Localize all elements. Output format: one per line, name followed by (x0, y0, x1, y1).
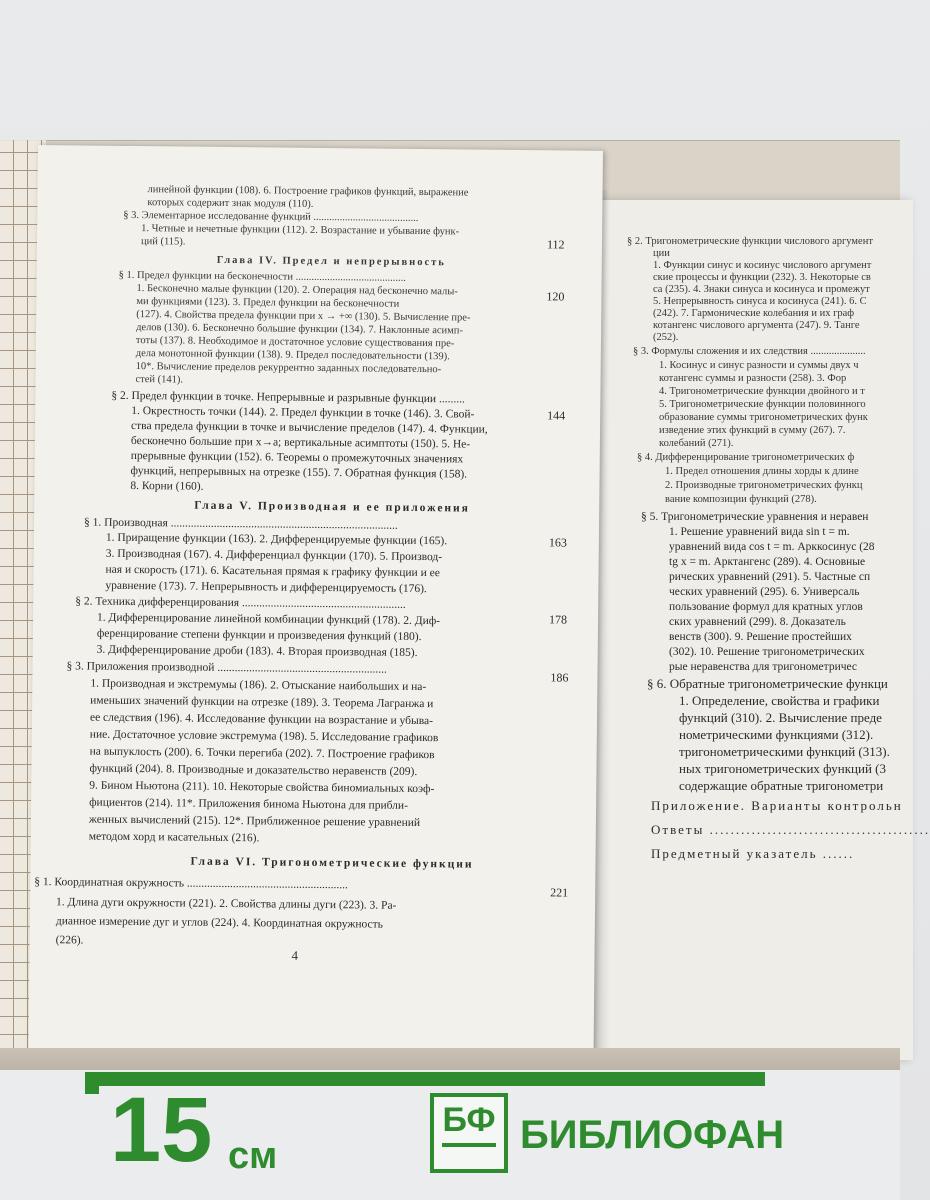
chapter-heading: Глава IV. Предел и непрерывность (216, 254, 446, 269)
toc-line: бесконечно большие при x→a; вертикальные асимптоты (150). 5. Не- (130, 434, 471, 451)
toc-line: уравнение (173). 7. Непрерывность и дифференцируемость (176). (105, 579, 427, 596)
toc-line: 1. Дифференцирование линейной комбинации функций (178). 2. Диф- (96, 611, 441, 628)
toc-line: нометрическими функциями (312). (679, 727, 874, 742)
toc-line: са (235). 4. Знаки синуса и косинуса и промежут (653, 284, 870, 295)
toc-line: рических уравнений (291). 5. Частные сп (669, 571, 871, 583)
toc-line: колебаний (271). (659, 438, 734, 449)
toc-line: 1. Решение уравнений вида sin t = m. (669, 526, 850, 538)
toc-line: ных тригонометрических функций (3 (679, 761, 886, 776)
chapter-heading: Глава V. Производная и ее приложения (194, 499, 471, 515)
toc-line: § 2. Тригонометрические функции числового аргумент (627, 236, 873, 247)
toc-line: ная и скорость (171). 6. Касательная прямая к графику функции и ее (105, 563, 440, 580)
toc-line: тригонометрическими функций (313). (679, 744, 890, 759)
toc-line: 1. Длина дуги окружности (221). 2. Свойства длины дуги (223). 3. Ра- (56, 896, 397, 912)
toc-line: (252). (653, 332, 679, 343)
left-page (28, 145, 602, 1061)
toc-line: 1. Косинус и синус разности и суммы двух ч (659, 360, 859, 371)
toc-line: 3. Производная (167). 4. Дифференциал функции (170). 5. Производ- (105, 547, 443, 564)
toc-page-ref: 163 (548, 535, 567, 550)
toc-line: ских уравнений (299). 8. Доказатель (669, 616, 846, 628)
toc-page-ref: 120 (546, 289, 565, 304)
toc-line: 5. Тригонометрические функции половинного (659, 399, 866, 410)
brand-logo-text: БФ (442, 1101, 496, 1139)
toc-line: уравнений вида cos t = m. Арккосинус (28 (669, 541, 875, 553)
toc-line: изведение этих функций в сумму (267). 7. (659, 425, 846, 436)
toc-line: тоты (137). 8. Необходимое и достаточное условие существования пре- (135, 335, 455, 350)
toc-line: 4. Тригонометрические функции двойного и т (659, 386, 865, 397)
toc-line: ее следствия (196). 4. Исследование функции на возрастание и убыва- (89, 711, 434, 728)
toc-line: 1. Бесконечно малые функции (120). 2. Операция над бесконечно малы- (136, 283, 458, 298)
toc-line: § 1. Предел функции на бесконечности .......................................... (118, 269, 406, 284)
toc-line: ства предела функции в точке и вычисление пределов (147). 4. Функции, (130, 419, 488, 436)
toc-line: 1. Производная и экстремумы (186). 2. Отыскание наибольших и на- (90, 677, 427, 694)
toc-line: прерывные функции (152). 6. Теоремы о промежуточных значениях (130, 449, 464, 466)
toc-line: 1. Определение, свойства и графики (679, 693, 880, 708)
toc-line: (226). (55, 934, 84, 947)
brand-logo (430, 1093, 508, 1173)
toc-line: рые неравенства для тригонометричес (669, 661, 857, 673)
toc-line: дела монотонной функции (138). 9. Предел последовательности (139). (135, 348, 450, 363)
toc-page-ref: 144 (547, 408, 566, 423)
toc-line: ские процессы и функции (232). 3. Некоторые св (653, 272, 871, 283)
toc-line: Ответы .......................................... (651, 822, 930, 837)
toc-line: функций, непрерывных на отрезке (155). 7. Обратная функция (158). (130, 464, 468, 481)
page-number: 4 (291, 947, 299, 963)
toc-line: образование суммы тригонометрических функ (659, 412, 868, 423)
toc-line: именьших значений функции на отрезке (189). 3. Теорема Лагранжа и (90, 694, 434, 711)
chapter-heading: Глава VI. Тригонометрические функции (190, 855, 474, 871)
toc-line: § 6. Обратные тригонометрические функци (647, 676, 888, 691)
toc-line: ми функциями (123). 3. Предел функции на бесконечности (136, 296, 400, 310)
page-edges (0, 1048, 900, 1070)
toc-line: содержащие обратные тригонометри (679, 778, 884, 793)
toc-line: на выпуклость (200). 6. Точки перегиба (202). 7. Построение графиков (89, 745, 435, 762)
ruler-tick (85, 1072, 99, 1094)
toc-line: дианное измерение дуг и углов (224). 4. Координатная окружность (55, 915, 383, 931)
toc-line: 1. Функции синус и косинус числового аргумент (653, 260, 872, 271)
toc-line: Приложение. Варианты контрольн (651, 798, 903, 813)
toc-line: стей (141). (135, 374, 184, 386)
toc-line: 10*. Вычисление пределов рекуррентно заданных последовательно- (135, 361, 442, 376)
toc-line: § 3. Формулы сложения и их следствия ..................... (633, 346, 866, 357)
toc-line: котангенс числового аргумента (247). 9. Танге (653, 320, 860, 331)
toc-line: § 3. Приложения производной ........................................................... (66, 660, 388, 676)
toc-line: § 2. Техника дифференцирования ......................................................... (75, 595, 406, 611)
toc-line: функций (310). 2. Вычисление преде (679, 710, 882, 725)
toc-line: 1. Окрестность точки (144). 2. Предел функции в точке (146). 3. Свой- (131, 404, 475, 421)
toc-line: Предметный указатель ...... (651, 846, 855, 861)
toc-line: ференцирование степени функции и произведения функций (180). (96, 627, 422, 644)
toc-line: 2. Производные тригонометрических функц (665, 480, 863, 491)
toc-line: (302). 10. Решение тригонометрических (669, 646, 865, 658)
toc-line: § 4. Дифференцирование тригонометрических ф (637, 452, 855, 463)
toc-line: § 1. Производная ............................................................................... (83, 516, 398, 532)
toc-line: § 1. Координатная окружность ........................................................ (34, 876, 348, 892)
brand-name: БИБЛИОФАН (520, 1113, 785, 1157)
toc-line: ческих уравнений (295). 6. Универсаль (669, 586, 860, 598)
toc-line: функций (204). 8. Производные и доказательство неравенств (209). (89, 762, 418, 779)
toc-page-ref: 112 (546, 237, 565, 252)
toc-line: tg x = m. Арктангенс (289). 4. Основные (669, 556, 866, 568)
toc-line: 3. Дифференцирование дроби (183). 4. Вторая производная (185). (96, 643, 418, 660)
toc-line: § 3. Элементарное исследование функций ........................................ (123, 209, 419, 224)
toc-line: 1. Предел отношения длины хорды к длине (665, 466, 859, 477)
toc-line: 1. Приращение функции (163). 2. Дифференцируемые функции (165). (105, 531, 448, 548)
toc-line: котангенс суммы и разности (258). 3. Фор (659, 373, 847, 384)
toc-line: ние. Достаточное условие экстремума (198). 5. Исследование графиков (89, 728, 439, 745)
toc-line: ций (115). (140, 236, 186, 248)
toc-page-ref: 186 (550, 670, 569, 685)
toc-line: вание композиции функций (278). (665, 494, 817, 505)
toc-line: (242). 7. Гармонические колебания и их граф (653, 308, 855, 319)
book-icon (442, 1143, 496, 1165)
toc-line: ции (653, 248, 670, 259)
toc-line: 8. Корни (160). (130, 479, 204, 493)
toc-line: (127). 4. Свойства предела функции при x → +∞ (130). 5. Вычисление пре- (136, 309, 471, 324)
ruler-unit-label: см (228, 1135, 278, 1177)
toc-line: венств (300). 9. Решение простейших (669, 631, 852, 643)
toc-line: делов (130). 6. Бесконечно большие функции (134). 7. Наклонные асимп- (136, 322, 464, 337)
toc-line: § 5. Тригонометрические уравнения и неравен (641, 511, 869, 523)
toc-line: линейной функции (108). 6. Построение графиков функций, выражение (147, 184, 469, 199)
toc-page-ref: 178 (548, 612, 568, 627)
toc-line: которых содержит знак модуля (110). (147, 197, 314, 210)
toc-line: 9. Бином Ньютона (211). 10. Некоторые свойства биномиальных коэф- (89, 779, 435, 796)
right-page (583, 200, 930, 1060)
toc-line: § 2. Предел функции в точке. Непрерывные и разрывные функции ......... (111, 389, 465, 406)
toc-page-ref: 221 (550, 885, 569, 900)
toc-line: 1. Четные и нечетные функции (112). 2. Возрастание и убывание функ- (141, 223, 460, 238)
ruler-length-label: 15 (110, 1079, 213, 1181)
toc-line: фициентов (214). 11*. Приложения бинома Ньютона для прибли- (89, 796, 409, 812)
toc-line: 5. Непрерывность синуса и косинуса (241). 6. С (653, 296, 867, 307)
toc-line: пользование формул для кратных углов (669, 601, 863, 613)
toc-line: методом хорд и касательных (216). (88, 830, 260, 845)
toc-line: женных вычислений (215). 12*. Приближенное решение уравнений (88, 813, 421, 830)
